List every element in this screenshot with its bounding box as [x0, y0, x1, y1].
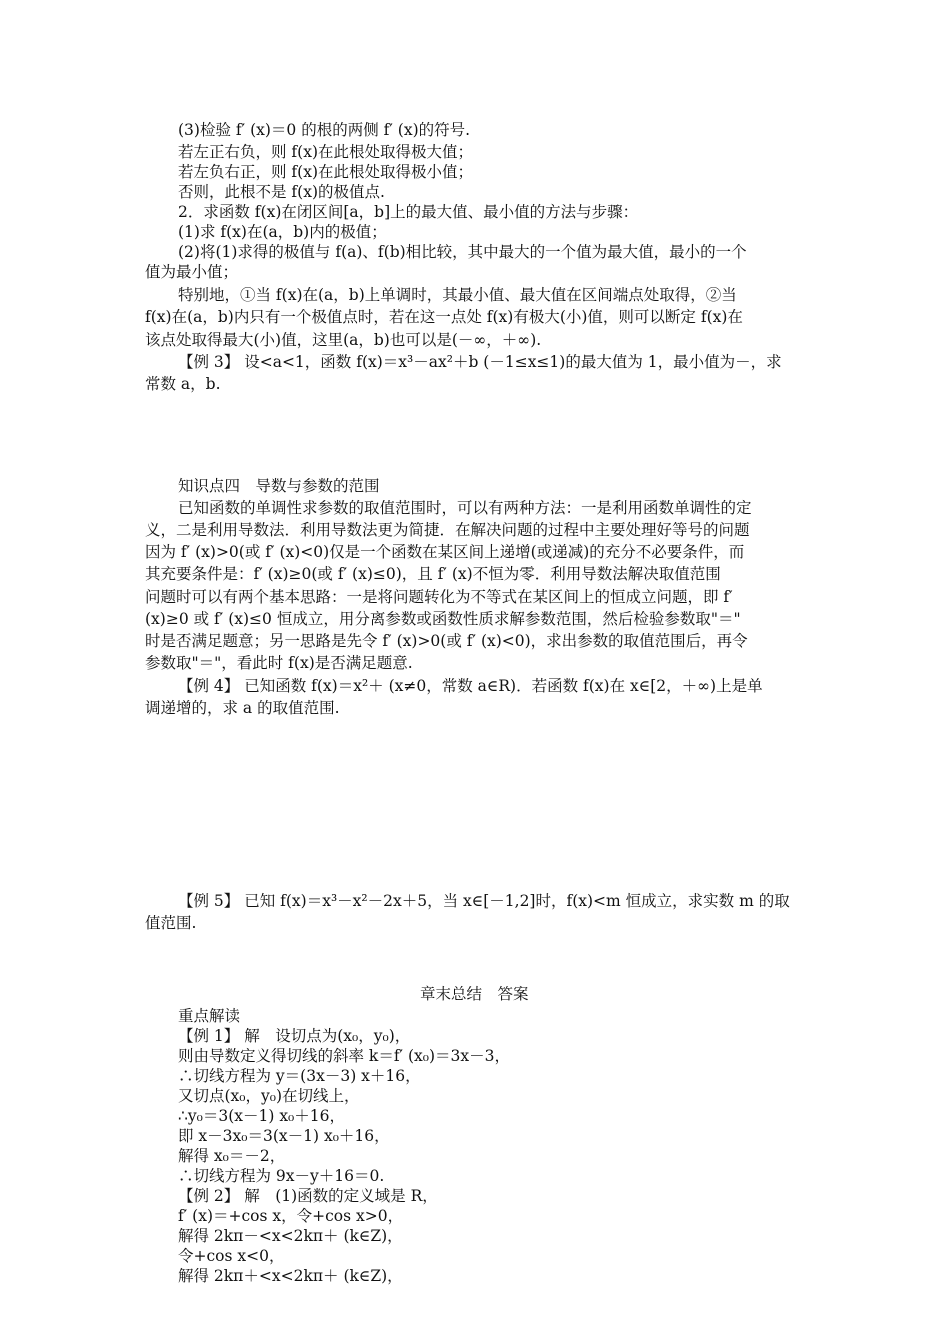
text-line: 义，二是利用导数法．利用导数法更为简捷．在解决问题的过程中主要处理好等号的问题 [145, 521, 750, 539]
text-line: 问题时可以有两个基本思路：一是将问题转化为不等式在某区间上的恒成立问题，即 f′ [145, 588, 733, 606]
answer-line: 重点解读 [178, 1007, 241, 1025]
text-line: (x)≥0 或 f′ (x)≤0 恒成立，用分离参数或函数性质求解参数范围，然后检验参数取"＝" [145, 610, 741, 628]
answer-line: f′ (x)＝+cos x，令+cos x>0， [178, 1207, 404, 1225]
text-line: 若左正右负，则 f(x)在此根处取得极大值； [178, 143, 474, 161]
text-line: 因为 f′ (x)>0(或 f′ (x)<0)仅是一个函数在某区间上递增(或递减)的充分不必要条件，而 [145, 543, 745, 561]
text-line: f(x)在(a，b)内只有一个极值点时，若在这一点处 f(x)有极大(小)值，则可以断定 f(x)在 [145, 308, 743, 326]
answer-line: 则由导数定义得切线的斜率 k＝f′ (x₀)＝3x－3， [178, 1047, 511, 1065]
answer-line: ∴切线方程为 y＝(3x－3) x＋16， [178, 1067, 421, 1085]
text-line: 2．求函数 f(x)在闭区间[a，b]上的最大值、最小值的方法与步骤： [178, 203, 639, 221]
text-line: 若左负右正，则 f(x)在此根处取得极小值； [178, 163, 474, 181]
answer-line: 即 x－3x₀＝3(x－1) x₀＋16， [178, 1127, 390, 1145]
text-line: 特别地，①当 f(x)在(a，b)上单调时，其最小值、最大值在区间端点处取得，②当 [178, 286, 737, 304]
answer-line: 解得 2kπ－<x<2kπ＋ (k∈Z)， [178, 1227, 403, 1245]
text-line: 已知函数的单调性求参数的取值范围时，可以有两种方法：一是利用函数单调性的定 [178, 499, 752, 517]
text-line: 其充要条件是：f′ (x)≥0(或 f′ (x)≤0)，且 f′ (x)不恒为零．利用导数法解决取值范围 [145, 565, 721, 583]
example-5-line: 【例 5】 已知 f(x)＝x³－x²－2x＋5，当 x∈[－1,2]时，f(x)<m 恒成立，求实数 m 的取 [178, 892, 790, 910]
text-line: 参数取"＝"，看此时 f(x)是否满足题意. [145, 654, 413, 672]
answer-line: ∴切线方程为 9x－y＋16＝0. [178, 1167, 385, 1185]
answer-line: 令+cos x<0， [178, 1247, 285, 1265]
example-3-line: 【例 3】 设<a<1，函数 f(x)＝x³－ax²＋b (－1≤x≤1)的最大值为 1，最小值为－，求 [178, 353, 782, 371]
text-line: (1)求 f(x)在(a，b)内的极值； [178, 223, 387, 241]
answer-line: 又切点(x₀，y₀)在切线上， [178, 1087, 360, 1105]
example-4-line: 调递增的，求 a 的取值范围. [145, 699, 340, 717]
text-line: 时是否满足题意；另一思路是先令 f′ (x)>0(或 f′ (x)<0)，求出参数的取值范围后，再令 [145, 632, 748, 650]
knowledge-point-title: 知识点四 导数与参数的范围 [178, 477, 380, 495]
answer-line: 【例 1】 解 设切点为(x₀，y₀)， [178, 1027, 411, 1045]
answer-title: 章末总结 答案 [420, 985, 529, 1003]
text-line: (2)将(1)求得的极值与 f(a)、f(b)相比较，其中最大的一个值为最大值，最小的一个 [178, 243, 747, 261]
text-line: 值为最小值； [145, 263, 239, 281]
text-line: (3)检验 f′ (x)＝0 的根的两侧 f′ (x)的符号. [178, 121, 471, 139]
example-3-line: 常数 a，b. [145, 375, 221, 393]
answer-line: ∴y₀＝3(x－1) x₀＋16， [178, 1107, 345, 1125]
answer-line: 【例 2】 解 (1)函数的定义域是 R， [178, 1187, 438, 1205]
example-5-line: 值范围. [145, 914, 197, 932]
text-line: 否则，此根不是 f(x)的极值点. [178, 183, 385, 201]
answer-line: 解得 x₀＝－2， [178, 1147, 286, 1165]
example-4-line: 【例 4】 已知函数 f(x)＝x²＋ (x≠0，常数 a∈R)．若函数 f(x)在 x∈[2，＋∞)上是单 [178, 677, 763, 695]
answer-line: 解得 2kπ＋<x<2kπ＋ (k∈Z)， [178, 1267, 403, 1285]
text-line: 该点处取得最大(小)值，这里(a，b)也可以是(－∞，＋∞). [145, 331, 542, 349]
